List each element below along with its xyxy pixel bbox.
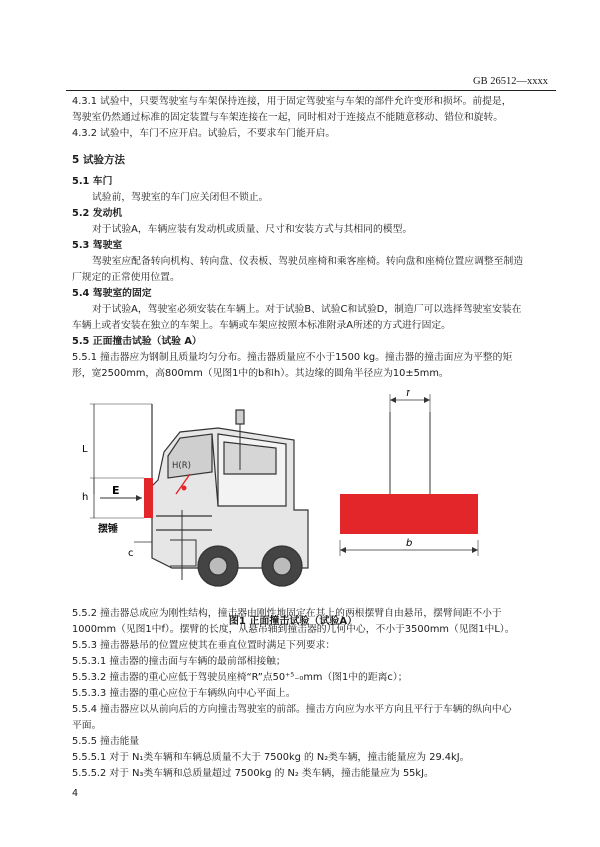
paragraph-5-5-4-line1: 5.5.4 撞击器应以从前向后的方向撞击驾驶室的前部。撞击方向应为水平方向且平行于车辆的纵向中心 (72, 704, 512, 715)
paragraph-5-5-2-line1: 5.5.2 撞击器总成应为刚性结构，撞击器由刚性地固定在其上的两根摆臂自由悬吊，摆臂间距不小于 (72, 608, 502, 619)
figure-1-drawing (72, 390, 554, 606)
paragraph-5-5-3-1: 5.5.3.1 撞击器的撞击面与车辆的最前部相接触； (72, 656, 286, 667)
paragraph-5-5-3-2: 5.5.3.2 撞击器的重心应低于驾驶员座椅“R”点50⁺⁵₋₀mm（图1中的距离c）； (72, 672, 408, 683)
label-c: c (128, 548, 134, 559)
figure-1-caption: 图1 正面撞击试验（试验A） (228, 616, 358, 627)
paragraph-5-5-5-1: 5.5.5.1 对于 N₁类车辆和车辆总质量不大于 7500kg 的 N₂类车辆，撞击能量应为 29.4kJ。 (72, 752, 470, 763)
section-5-1-text: 试验前，驾驶室的车门应关闭但不锁止。 (92, 192, 269, 203)
label-f: f (406, 390, 410, 399)
header-rule (66, 90, 556, 91)
truck-illustration (152, 410, 308, 586)
section-5-2-title: 5.2 发动机 (72, 208, 123, 219)
paragraph-5-5-3-3: 5.5.3.3 撞击器的重心应位于车辆纵向中心平面上。 (72, 688, 296, 699)
paragraph-4-3-2: 4.3.2 试验中，车门不应开启。试验后，不要求车门能开启。 (72, 128, 336, 139)
dim-f-arrow-left (390, 397, 396, 403)
section-5-5-1-line1: 5.5.1 撞击器应为钢制且质量均匀分布。撞击器质量应不小于1500 kg。撞击器的撞击面应为平整的矩 (72, 352, 513, 363)
dim-b-arrow-left (340, 547, 346, 553)
paragraph-5-5-3: 5.5.3 撞击器悬吊的位置应使其在垂直位置时满足下列要求： (72, 640, 336, 651)
section-5-4-line1: 对于试验A，驾驶室必须安装在车辆上。对于试验B、试验C和试验D，制造厂可以选择驾驶室安装在 (92, 304, 522, 315)
label-hr: H(R) (172, 461, 191, 471)
impactor-side (144, 478, 153, 518)
dim-f-arrow-right (424, 397, 430, 403)
section-5-1-title: 5.1 车门 (72, 176, 113, 187)
section-5-4-line2: 车辆上或者安装在独立的车架上。车辆或车架应按照本标准附录A所述的方式进行固定。 (72, 320, 451, 331)
label-b: b (406, 538, 413, 549)
section-5-3-line2: 厂规定的正常使用位置。 (72, 272, 180, 283)
section-5-3-title: 5.3 驾驶室 (72, 240, 123, 251)
dim-b-arrow-right (472, 547, 478, 553)
section-5-4-title: 5.4 驾驶室的固定 (72, 288, 152, 299)
label-h: h (82, 492, 89, 503)
page-number: 4 (72, 788, 79, 799)
seat-r-point (182, 486, 187, 491)
page-body (72, 94, 554, 782)
paragraph-5-5-5-2: 5.5.5.2 对于 N₃类车辆和总质量超过 7500kg 的 N₂ 类车辆，撞击能量应为 55kJ。 (72, 768, 434, 779)
section-5-title: 5 试验方法 (72, 154, 125, 166)
section-5-2-text: 对于试验A，车辆应装有发动机或质量、尺寸和安装方式与其相同的模型。 (92, 224, 413, 235)
paragraph-4-3-1-line2: 驾驶室仍然通过标准的固定装置与车架连接在一起，同时相对于连接点不能随意移动、错位和旋转。 (72, 112, 504, 123)
impactor-front (340, 494, 478, 534)
arrow-e-head (136, 495, 142, 501)
paragraph-5-5-4-line2: 平面。 (72, 720, 102, 731)
section-5-5-title: 5.5 正面撞击试验（试验 A） (72, 336, 202, 347)
section-5-5-1-line2: 形，宽2500mm，高800mm（见图1中的b和h）。其边缘的圆角半径应为10±5mm。 (72, 368, 449, 379)
label-L: L (82, 444, 88, 455)
label-e: E (112, 484, 120, 497)
paragraph-5-5-2-line2: 1000mm（见图1中f）。摆臂的长度，从悬吊轴到撞击器的几何中心，不小于3500mm（见图1中L）。 (72, 624, 515, 635)
paragraph-5-5-5: 5.5.5 撞击能量 (72, 736, 140, 747)
standard-number: GB 26512—xxxx (473, 76, 548, 87)
section-5-3-line1: 驾驶室应配备转向机构、转向盘、仪表板、驾驶员座椅和乘客座椅。转向盘和座椅位置应调整至制造 (92, 256, 524, 267)
paragraph-4-3-1-line1: 4.3.1 试验中，只要驾驶室与车架保持连接，用于固定驾驶室与车架的部件允许变形和损坏。前提是， (72, 96, 512, 107)
label-pendulum: 摆锤 (98, 524, 118, 535)
